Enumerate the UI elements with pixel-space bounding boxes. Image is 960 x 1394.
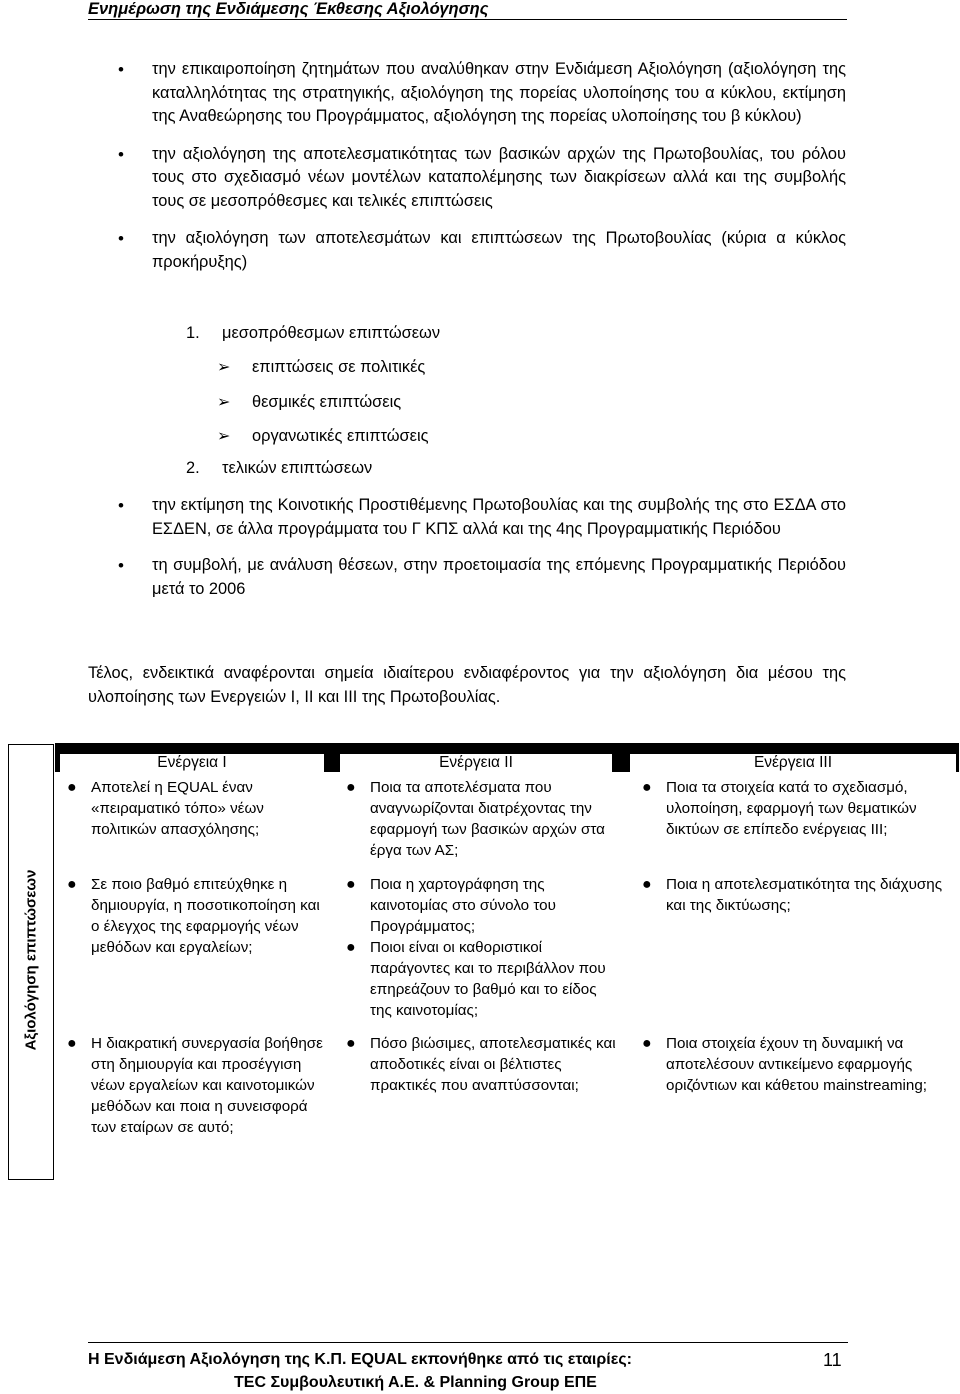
bullet-list-main [118,58,846,274]
table-cell [346,777,620,861]
bullet-item: • την εκτίμηση της Κοινοτικής Προστιθέμενης Πρωτοβουλίας και της συμβολής της στο ΕΣΔΑ στο ΕΣΔΕΝ, σε άλλα προγράμματα του Γ ΚΠΣ αλλά και της 4ης Προγραμματικής Περιόδου [118,494,846,541]
numbered-item-label: τελικών επιπτώσεων [222,459,373,477]
footer-credits-line1: Η Ενδιάμεση Αξιολόγηση της Κ.Π. EQUAL εκπονήθηκε από τις εταιρίες: [88,1351,632,1368]
numbered-item-number: 1. [186,324,200,342]
bullet-item: • την αξιολόγηση της αποτελεσματικότητας των βασικών αρχών της Πρωτοβουλίας, του ρόλου τους στο σχεδιασμό νέων μοντέλων καταπολέμησης των διακρίσεων αλλά και της συμβολής τους σε μεσοπρόθεσμες και τελικές επιπτώσεις [118,143,846,214]
footer-credits-line2: TEC Συμβουλευτική Α.Ε. & Planning Group ΕΠΕ [234,1374,597,1391]
table-cell [642,874,951,916]
numbered-item-label: μεσοπρόθεσμων επιπτώσεων [222,324,441,342]
table-cell [346,874,620,937]
bullet-icon: ● [346,876,356,893]
header-rule [88,19,847,20]
bullet-icon: ● [346,779,356,796]
arrow-bullet-icon: ➢ [217,428,231,445]
bullet-item: • την αξιολόγηση των αποτελεσμάτων και επιπτώσεων της Πρωτοβουλίας (κύρια α κύκλος προκήρυξης) [118,227,846,274]
sub-item: θεσμικές επιπτώσεις [252,393,402,411]
numbered-item-number: 2. [186,459,200,477]
bullet-icon: ● [67,1035,77,1052]
bullet-list-secondary [118,494,846,601]
table-cell-text: Ποια στοιχεία έχουν τη δυναμική να αποτελέσουν αντικείμενο εφαρμογής οριζόντιων και κάθετου mainstreaming; [666,1035,927,1094]
page-header-title: Ενημέρωση της Ενδιάμεσης Έκθεσης Αξιολόγησης [88,0,489,18]
table-header-cell: Ενέργεια ΙΙΙ [630,754,956,774]
bullet-item: • τη συμβολή, με ανάλυση θέσεων, στην προετοιμασία της επόμενης Προγραμματικής Περιόδου μετά το 2006 [118,554,846,601]
arrow-bullet-icon: ➢ [217,394,231,411]
table-cell [67,777,331,840]
bullet-icon: ● [642,1035,652,1052]
table-cell-text: Ποιοι είναι οι καθοριστικοί παράγοντες και το περιβάλλον που επηρεάζουν το βαθμό και το είδος της καινοτομίας; [370,939,606,1019]
arrow-bullet-icon: ➢ [217,359,231,376]
table-cell-text: Ποια τα αποτελέσματα που αναγνωρίζονται διατρέχοντας την εφαρμογή των βασικών αρχών στα έργα των ΑΣ; [370,779,605,859]
table-cell-text: Σε ποιο βαθμό επιτεύχθηκε η δημιουργία, η ποσοτικοποίηση και ο έλεγχος της εφαρμογής νέων μεθόδων και εργαλείων; [91,876,320,956]
bullet-icon: ● [67,779,77,796]
conclusion-paragraph: Τέλος, ενδεικτικά αναφέρονται σημεία ιδιαίτερου ενδιαφέροντος για την αξιολόγηση δια μέσου της υλοποίησης των Ενεργειών Ι, ΙΙ και ΙΙΙ της Πρωτοβουλίας. [88,664,846,706]
table-cell [346,1033,620,1096]
sub-item: επιπτώσεις σε πολιτικές [252,358,426,376]
table-cell [67,1033,331,1138]
table-cell [346,937,620,1021]
table-cell-text: Ποια τα στοιχεία κατά το σχεδιασμό, υλοποίηση, εφαρμογή των θεματικών δικτύων σε επίπεδο ενέργειας ΙΙΙ; [666,779,917,838]
bullet-icon: ● [67,876,77,893]
sub-item: οργανωτικές επιπτώσεις [252,427,429,445]
table-cell-text: Ποια η αποτελεσματικότητα της διάχυσης και της δικτύωσης; [666,876,943,914]
table-cell [642,777,951,840]
table-header-cell: Ενέργεια ΙΙ [340,754,612,774]
footer-rule [88,1342,848,1343]
page-number: 11 [823,1350,842,1370]
table-cell-text: Αποτελεί η EQUAL έναν «πειραματικό τόπο» νέων πολιτικών απασχόλησης; [91,779,264,838]
bullet-icon: ● [346,1035,356,1052]
bullet-item: • την επικαιροποίηση ζητημάτων που αναλύθηκαν στην Ενδιάμεση Αξιολόγηση (αξιολόγηση της καταλληλότητας της στρατηγικής, αξιολόγηση της πορείας υλοποίησης του α κύκλου, εκτίμηση της Αναθεώρησης του Προγράμματος, αξιολόγηση της πορείας υλοποίησης του β κύκλου) [118,58,846,129]
table-header-cell: Ενέργεια Ι [60,754,324,774]
table-side-label: Αξιολόγηση επιπτώσεων [22,869,40,1051]
table-cell-text: Ποια η χαρτογράφηση της καινοτομίας στο σύνολο του Προγράμματος; [370,876,556,935]
table-cell-text: Η διακρατική συνεργασία βοήθησε στη δημιουργία και προσέγγιση νέων εργαλείων και καινοτομικών μεθόδων και ποια η συνεισφορά των εταίρων σε αυτό; [91,1035,323,1136]
table-cell [67,874,331,958]
bullet-icon: ● [642,779,652,796]
bullet-icon: ● [642,876,652,893]
bullet-icon: ● [346,939,356,956]
table-cell-text: Πόσο βιώσιμες, αποτελεσματικές και αποδοτικές είναι οι βέλτιστες πρακτικές που αναπτύσσονται; [370,1035,616,1094]
table-cell [642,1033,951,1096]
